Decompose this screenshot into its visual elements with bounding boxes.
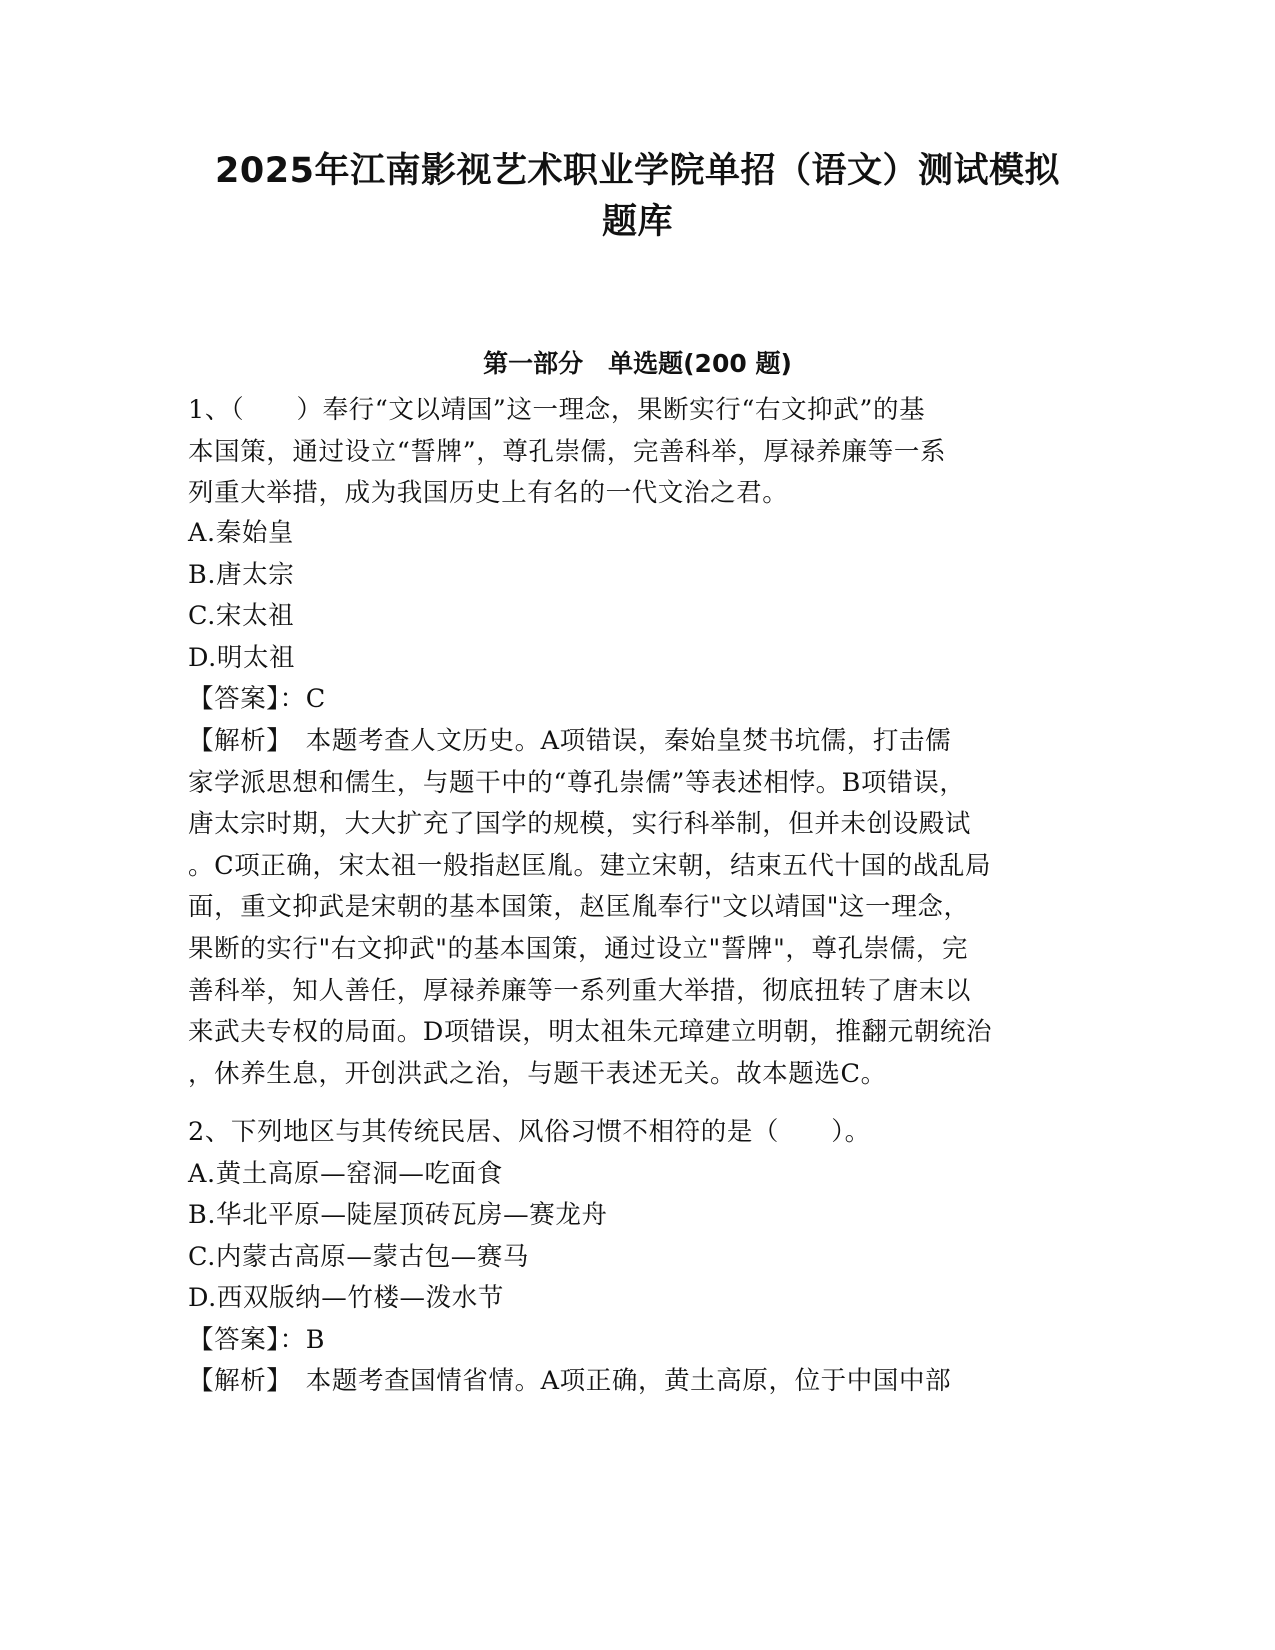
question-1-option-d: D.明太祖	[188, 643, 296, 673]
question-2-stem-line: 2、下列地区与其传统民居、风俗习惯不相符的是（ ）。	[188, 1117, 871, 1147]
question-2-option-c: C.内蒙古高原—蒙古包—赛马	[188, 1242, 530, 1272]
question-2-option-d: D.西双版纳—竹楼—泼水节	[188, 1283, 504, 1313]
analysis-line: 唐太宗时期，大大扩充了国学的规模，实行科举制，但并未创设殿试	[188, 809, 972, 840]
title-line-2: 题库	[601, 202, 673, 242]
analysis-line	[188, 721, 1083, 763]
question-2-option-b: B.华北平原—陡屋顶砖瓦房—赛龙舟	[188, 1200, 608, 1230]
question-1-answer	[188, 679, 1083, 721]
analysis-text: 本题考查人文历史。A项错误，秦始皇焚书坑儒，打击儒	[305, 726, 952, 756]
analysis-line: 面，重文抑武是宋朝的基本国策，赵匡胤奉行"文以靖国"这一理念，	[188, 892, 970, 923]
answer-label: 【答案】：	[188, 684, 306, 714]
analysis-line: 。C项正确，宋太祖一般指赵匡胤。建立宋朝，结束五代十国的战乱局	[188, 850, 992, 881]
analysis-label: 【解析】	[188, 726, 306, 756]
analysis-line: 家学派思想和儒生，与题干中的“尊孔崇儒”等表述相悖。B项错误，	[188, 767, 966, 798]
question-1-option-a: A.秦始皇	[188, 518, 295, 548]
answer-value: B	[305, 1325, 326, 1355]
question-1-analysis	[188, 721, 1083, 1095]
answer-label: 【答案】：	[188, 1325, 306, 1355]
analysis-label: 【解析】	[188, 1366, 306, 1396]
answer-value: C	[305, 684, 326, 714]
analysis-line: ，休养生息，开创洪武之治，与题干表述无关。故本题选C。	[188, 1058, 887, 1089]
analysis-line: 来武夫专权的局面。D项错误，明太祖朱元璋建立明朝，推翻元朝统治	[188, 1017, 993, 1048]
question-1-option-c: C.宋太祖	[188, 601, 295, 631]
title-line-1: 2025年江南影视艺术职业学院单招（语文）测试模拟	[215, 151, 1060, 191]
analysis-line: 善科举，知人善任，厚禄养廉等一系列重大举措，彻底扭转了唐末以	[188, 975, 972, 1006]
analysis-line: 果断的实行"右文抑武"的基本国策，通过设立"誓牌"，尊孔崇儒，完	[188, 933, 969, 964]
question-1-stem-line: 1、（ ）奉行“文以靖国”这一理念，果断实行“右文抑武”的基	[188, 395, 926, 425]
question-2-option-a: A.黄土高原—窑洞—吃面食	[188, 1159, 503, 1189]
question-1-stem-line: 列重大举措，成为我国历史上有名的一代文治之君。	[188, 478, 789, 509]
question-2-answer	[188, 1320, 1083, 1362]
question-2-stem	[188, 1112, 1083, 1154]
analysis-text: 本题考查国情省情。A项正确，黄土高原，位于中国中部	[305, 1366, 952, 1396]
section-heading: 第一部分 单选题(200 题)	[483, 349, 792, 378]
question-2-analysis	[188, 1361, 1083, 1403]
document-title	[150, 146, 1125, 248]
question-1-option-b: B.唐太宗	[188, 560, 295, 590]
analysis-line	[188, 1361, 1083, 1403]
question-1-stem	[188, 390, 1083, 515]
question-1-stem-line: 本国策，通过设立“誓牌”，尊孔崇儒，完善科举，厚禄养廉等一系	[188, 436, 947, 467]
